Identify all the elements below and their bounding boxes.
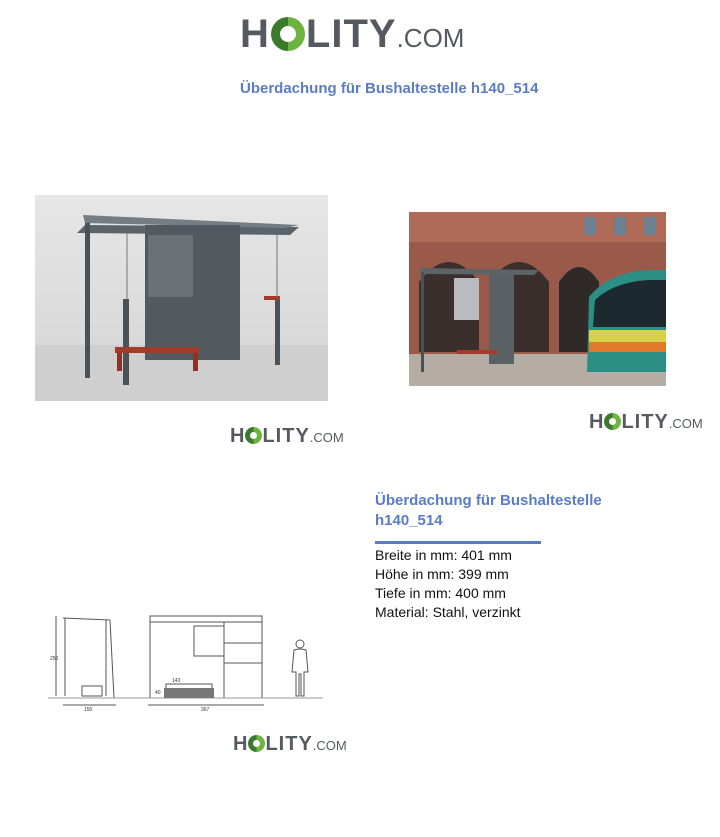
dim-depth: 150 [84, 707, 93, 713]
dim-bench-length: 143 [172, 678, 181, 684]
dim-width: 367 [201, 707, 210, 713]
spec-depth: Tiefe in mm: 400 mm [375, 585, 506, 601]
holity-logo-small-1 [230, 425, 344, 448]
street-scene-image [409, 212, 666, 386]
page-title: Überdachung für Bushaltestelle h140_514 [240, 80, 539, 97]
spec-width: Breite in mm: 401 mm [375, 547, 512, 563]
logo-com: .COM [312, 738, 347, 753]
logo-h: H [233, 733, 249, 755]
logo-h: H [589, 411, 605, 433]
logo-lity: LITY [621, 411, 669, 433]
logo-com: .COM [396, 23, 465, 53]
technical-drawing [48, 608, 328, 714]
spec-title: Überdachung für Bushaltestelle h140_514 [375, 492, 602, 529]
logo-lity: LITY [305, 12, 397, 56]
spec-material: Material: Stahl, verzinkt [375, 604, 521, 620]
spec-list [375, 546, 521, 622]
holity-logo-small-2 [589, 411, 703, 434]
logo-com: .COM [309, 430, 344, 445]
holity-logo-small-3 [233, 733, 347, 756]
dim-bench-height: 40 [155, 690, 161, 696]
logo-lity: LITY [262, 425, 310, 447]
logo-com: .COM [668, 416, 703, 431]
spec-height: Höhe in mm: 399 mm [375, 566, 509, 582]
logo-h: H [240, 12, 270, 56]
logo-lity: LITY [265, 733, 313, 755]
holity-logo[interactable] [240, 12, 464, 57]
logo-o-icon [248, 735, 265, 752]
logo-o-icon [604, 413, 621, 430]
dim-height: 250 [50, 656, 59, 662]
logo-h: H [230, 425, 246, 447]
logo-o-icon [245, 427, 262, 444]
logo-o-icon [271, 17, 305, 51]
spec-divider [375, 541, 541, 544]
product-render-image [35, 195, 328, 401]
